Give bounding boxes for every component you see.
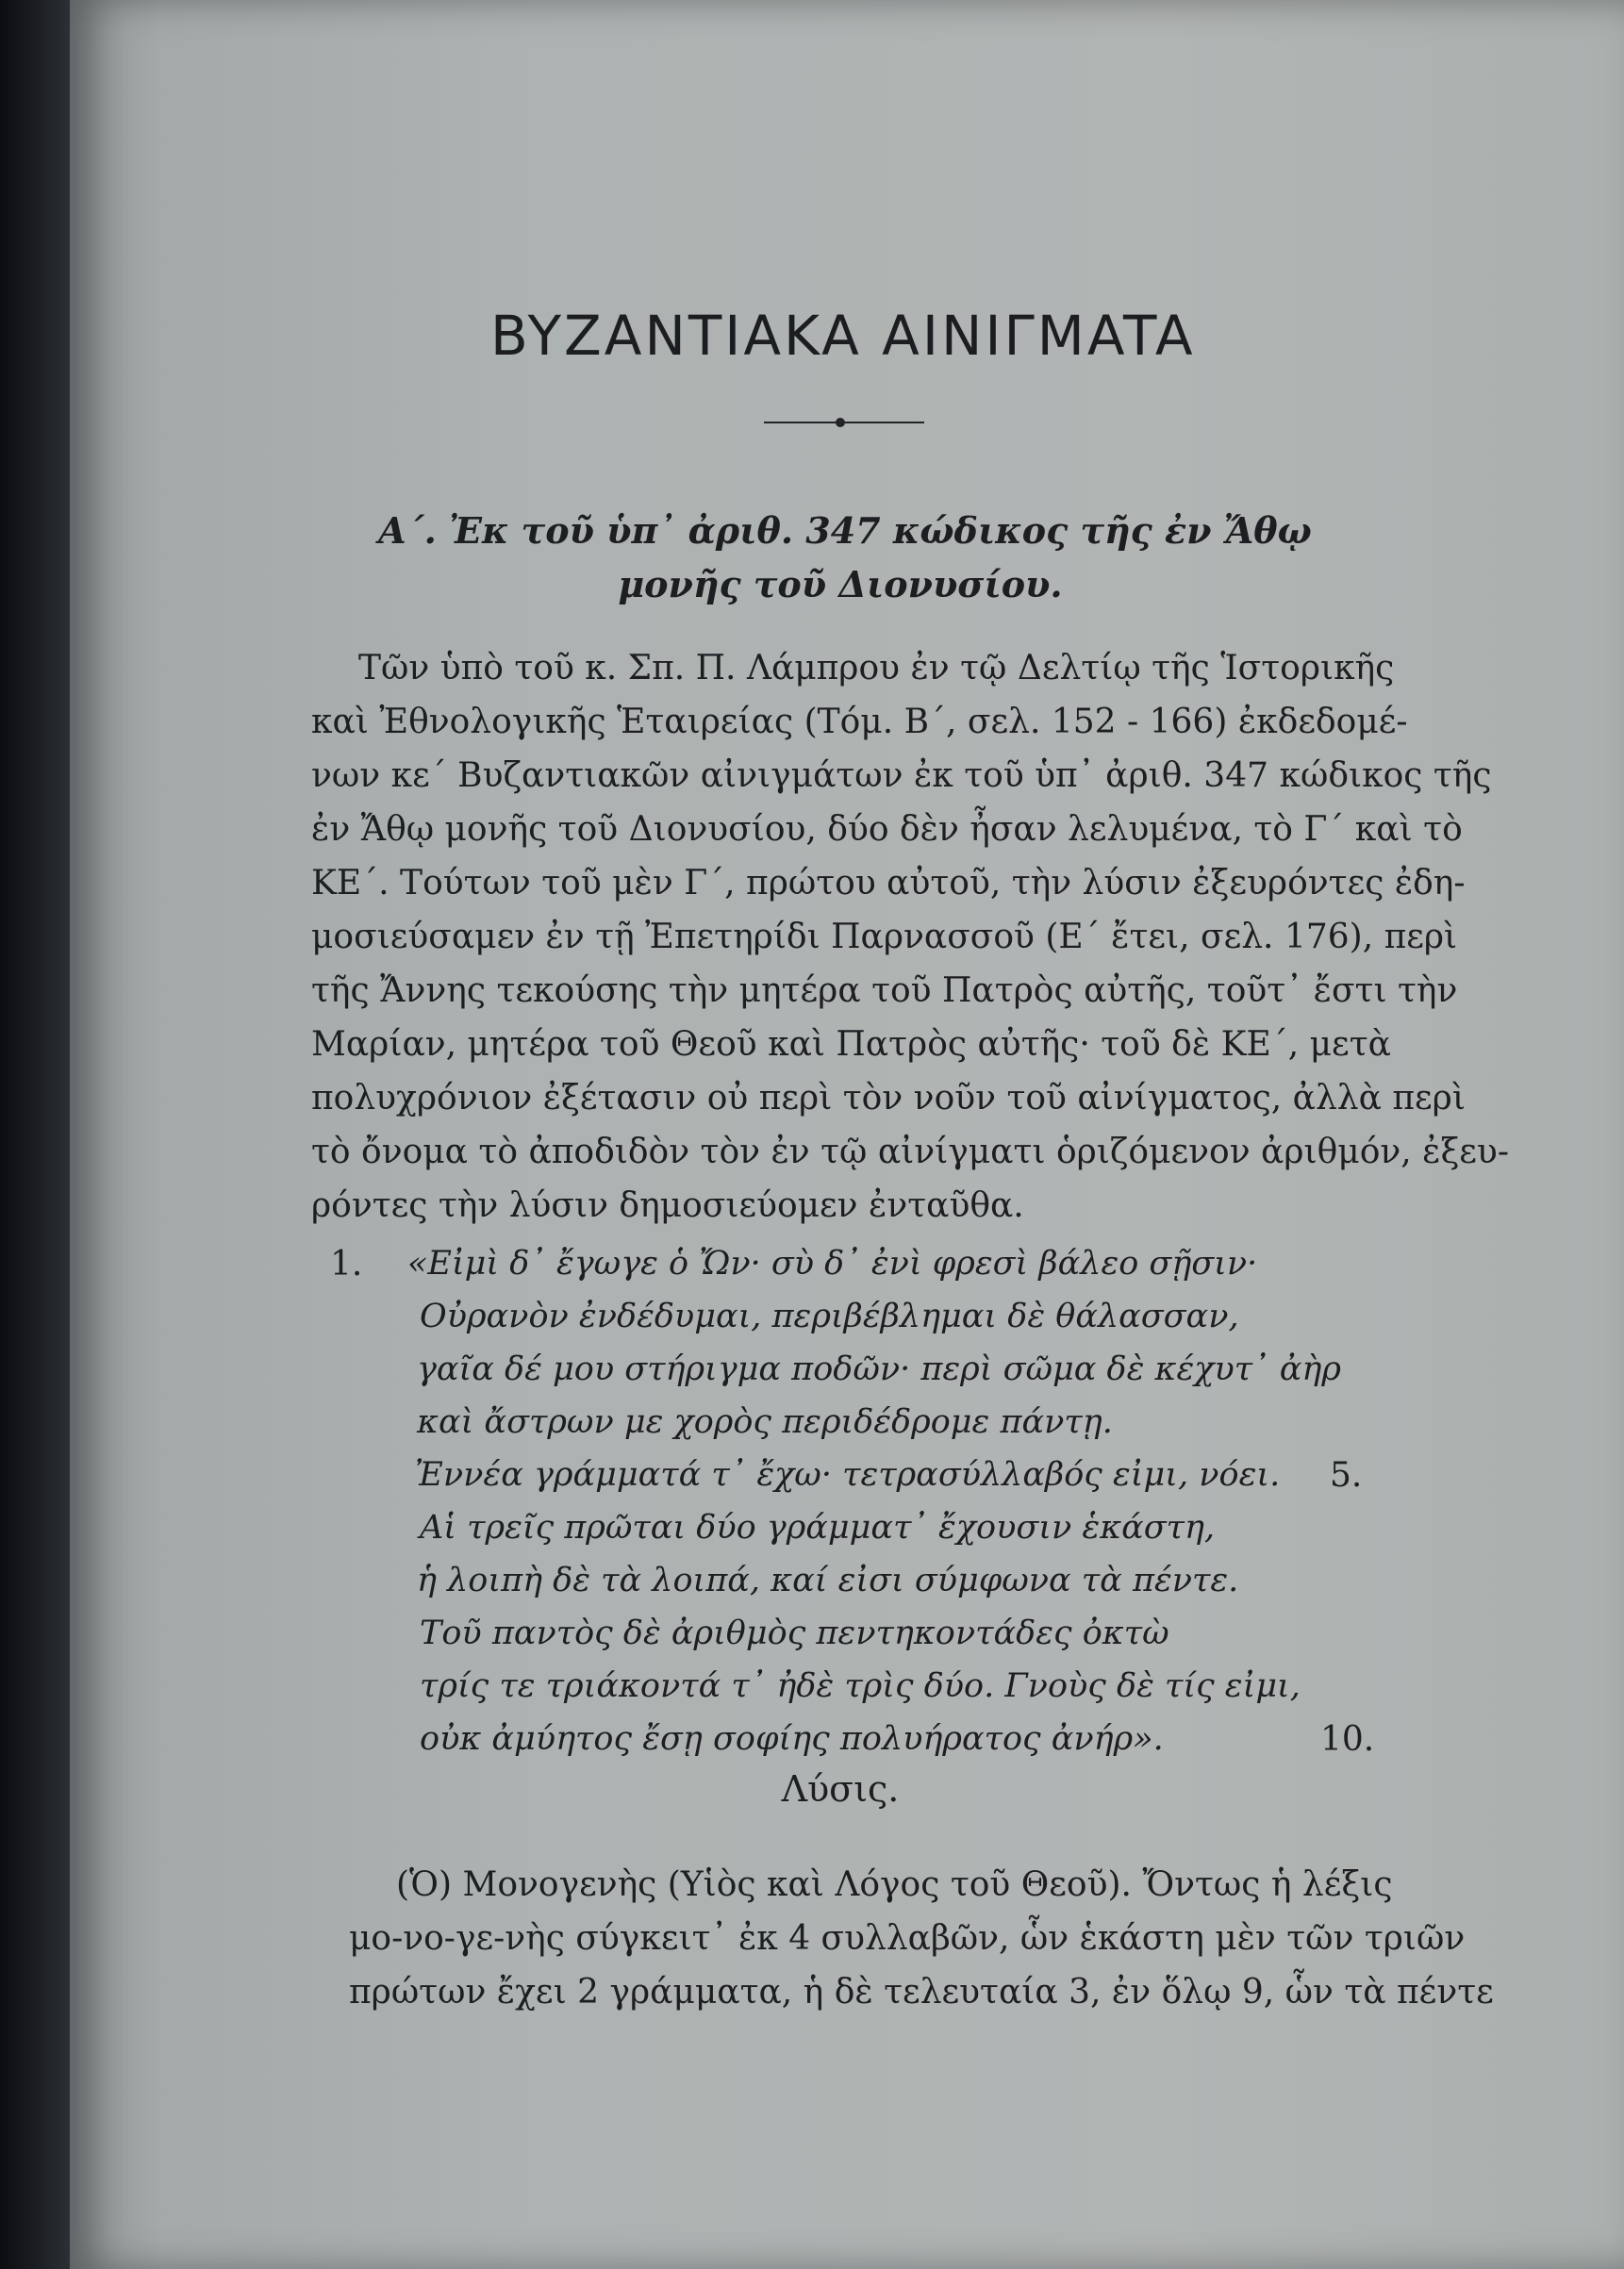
poem-line: οὐκ ἀμύητος ἔσῃ σοφίης πολυήρατος ἀνήρ». [420,1720,1164,1758]
solution-line: (Ὁ) Μονογενὴς (Υἱὸς καὶ Λόγος τοῦ Θεοῦ). Ὄντως ἡ λέξις [396,1865,1393,1904]
intro-line: πολυχρόνιον ἐξέτασιν οὐ περὶ τὸν νοῦν τοῦ αἰνίγματος, ἀλλὰ περὶ [311,1079,1466,1118]
binding-edge [0,0,70,2269]
poem-line: Αἱ τρεῖς πρῶται δύο γράμματ᾽ ἔχουσιν ἑκάστη, [420,1509,1216,1547]
intro-line: ρόντες τὴν λύσιν δημοσιεύομεν ἐνταῦθα. [311,1186,1024,1225]
intro-line: νων κε΄ Βυζαντιακῶν αἰνιγμάτων ἐκ τοῦ ὑπ᾽ ἀριθ. 347 κώδικος τῆς [311,756,1492,795]
divider-ornament [836,418,845,427]
line-marker-10: 10. [1320,1720,1375,1759]
intro-paragraph [311,641,1509,1233]
section-heading-line-1: Α΄. Ἐκ τοῦ ὑπ᾽ ἀριθ. 347 κώδικος τῆς ἐν Ἄθῳ [378,509,1312,552]
intro-line: Τῶν ὑπὸ τοῦ κ. Σπ. Π. Λάμπρου ἐν τῷ Δελτίῳ τῆς Ἱστορικῆς [358,649,1395,687]
line-marker-5: 5. [1330,1456,1363,1495]
intro-line: καὶ Ἐθνολογικῆς Ἑταιρείας (Τόμ. Β΄, σελ. 152 - 166) ἐκδεδομέ- [311,703,1408,741]
poem-line: καὶ ἄστρων με χορὸς περιδέδρομε πάντῃ. [417,1403,1113,1441]
poem-line: τρίς τε τριάκοντά τ᾽ ἠδὲ τρὶς δύο. Γνοὺς δὲ τίς εἰμι, [420,1667,1301,1705]
poem-line: ἡ λοιπὴ δὲ τὰ λοιπά, καί εἰσι σύμφωνα τὰ πέντε. [417,1562,1239,1599]
poem-line: Οὐρανὸν ἐνδέδυμαι, περιβέβλημαι δὲ θάλασσαν, [420,1298,1239,1335]
solution-paragraph [349,1858,1494,2019]
intro-line: ἐν Ἄθῳ μονῆς τοῦ Διονυσίου, δύο δὲν ἦσαν λελυμένα, τὸ Γ΄ καὶ τὸ [311,810,1463,849]
poem-line: γαῖα δέ μου στήριγμα ποδῶν· περὶ σῶμα δὲ κέχυτ᾽ ἀὴρ [417,1350,1341,1388]
intro-line: ΚΕ΄. Τούτων τοῦ μὲν Γ΄, πρώτου αὐτοῦ, τὴν λύσιν ἐξευρόντες ἐδη- [311,864,1466,903]
solution-heading: Λύσις. [781,1768,900,1810]
intro-line: μοσιεύσαμεν ἐν τῇ Ἐπετηρίδι Παρνασσοῦ (Ε΄ ἔτει, σελ. 176), περὶ [311,918,1458,956]
poem-number: 1. [330,1245,363,1284]
intro-line: τῆς Ἄννης τεκούσης τὴν μητέρα τοῦ Πατρὸς αὐτῆς, τοῦτ᾽ ἔστι τὴν [311,971,1458,1010]
section-heading-line-2: μονῆς τοῦ Διονυσίου. [618,563,1063,605]
intro-line: Μαρίαν, μητέρα τοῦ Θεοῦ καὶ Πατρὸς αὐτῆς· τοῦ δὲ ΚΕ΄, μετὰ [311,1025,1391,1064]
page-title: BYZANTIAKA AINIΓMATA [490,304,1196,368]
poem-line: Τοῦ παντὸς δὲ ἀριθμὸς πεντηκοντάδες ὀκτὼ [420,1615,1169,1652]
solution-line: πρώτων ἔχει 2 γράμματα, ἡ δὲ τελευταία 3, ἐν ὅλῳ 9, ὧν τὰ πέντε [349,1973,1494,2012]
intro-line: τὸ ὄνομα τὸ ἀποδιδὸν τὸν ἐν τῷ αἰνίγματι ὁριζόμενον ἀριθμόν, ἐξευ- [311,1133,1509,1171]
poem-line: «Εἰμὶ δ᾽ ἔγωγε ὁ Ὤν· σὺ δ᾽ ἐνὶ φρεσὶ βάλεο σῇσιν· [407,1245,1258,1283]
solution-line: μο-νο-γε-νὴς σύγκειτ᾽ ἐκ 4 συλλαβῶν, ὧν ἑκάστη μὲν τῶν τριῶν [349,1919,1466,1958]
poem-line: Ἐννέα γράμματά τ᾽ ἔχω· τετρασύλλαβός εἰμι, νόει. [415,1456,1281,1494]
